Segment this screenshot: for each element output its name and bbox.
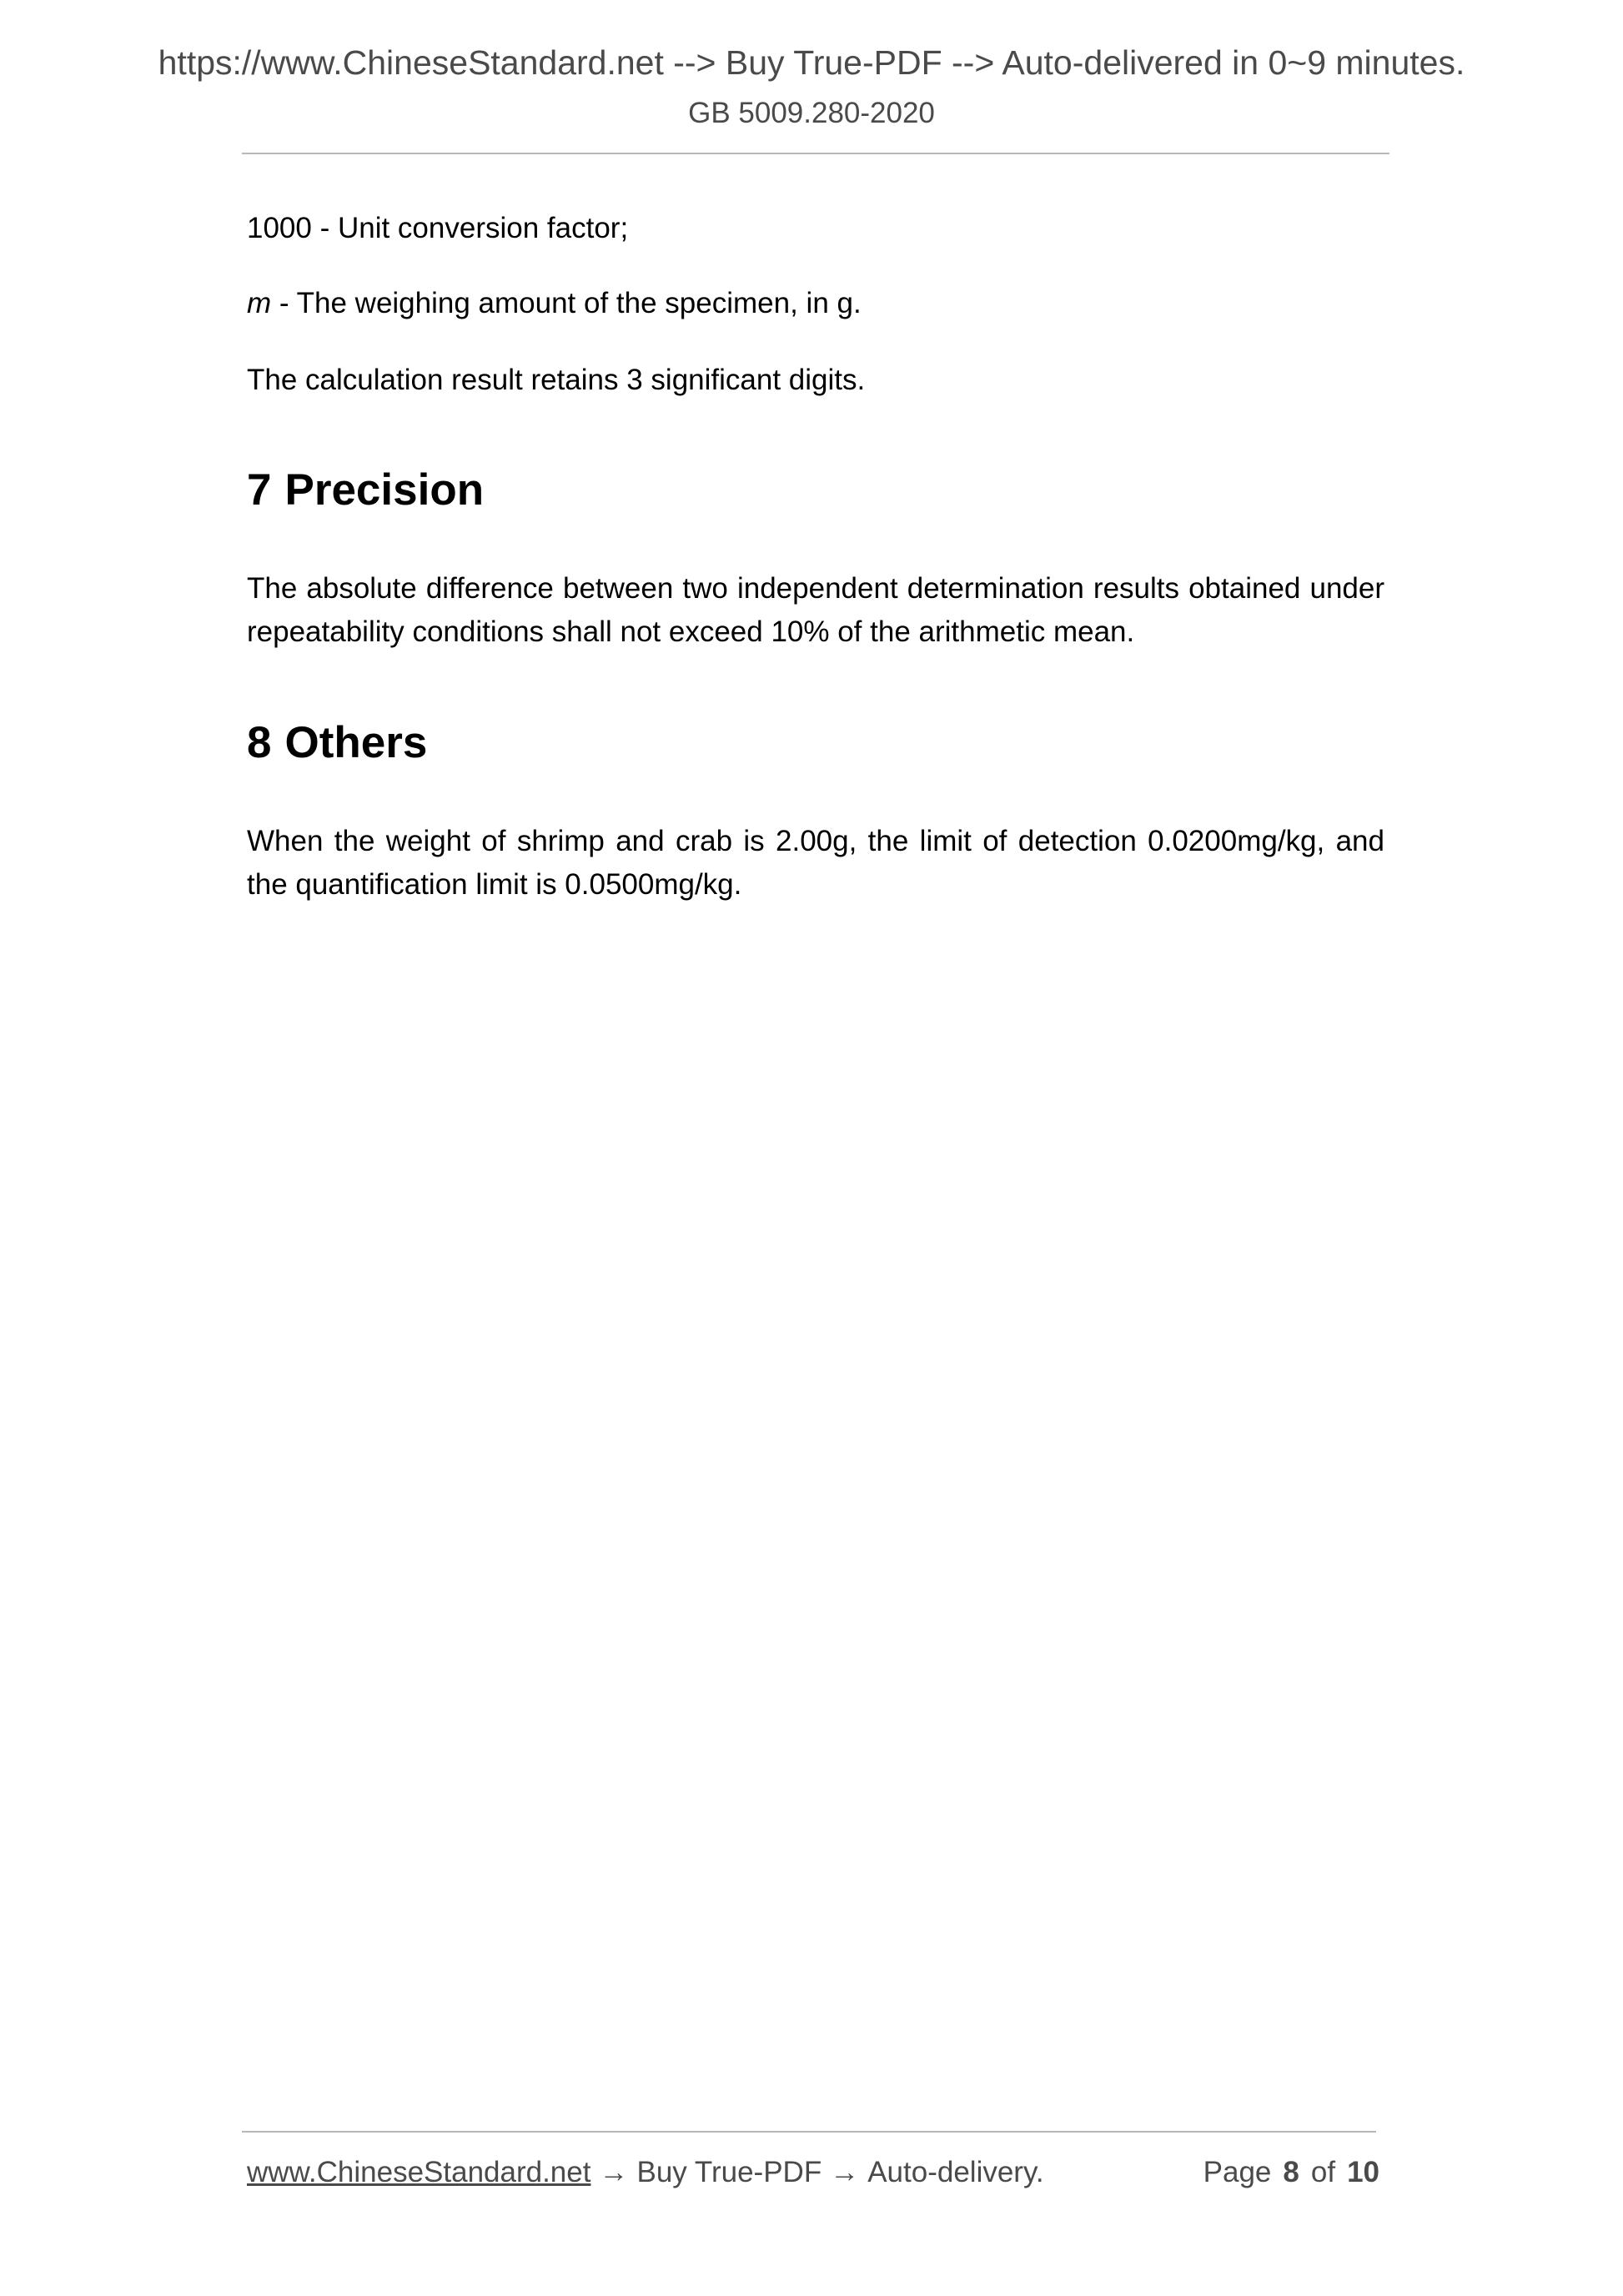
section-text-precision: The absolute difference between two independent determination results obtained under repeatability conditions shall not exceed 10% of the arithmetic mean. — [247, 572, 1384, 648]
delivery-text: Auto-delivery. — [867, 2156, 1044, 2188]
variable-symbol-m: m — [247, 287, 272, 319]
section-number: 8 — [247, 718, 272, 767]
section-number: 7 — [247, 465, 272, 515]
buy-text: Buy True-PDF — [636, 2156, 822, 2188]
variable-definition-m — [247, 282, 1384, 325]
variable-definition-1000: 1000 - Unit conversion factor; — [247, 212, 629, 244]
section-title: Others — [284, 718, 428, 767]
of-label: of — [1310, 2156, 1336, 2188]
section-text-others: When the weight of shrimp and crab is 2.00g, the limit of detection 0.0200mg/kg, and the quantification limit is 0.0500mg/kg. — [247, 825, 1384, 901]
standard-number: GB 5009.280-2020 — [688, 97, 935, 129]
header-promo-line: https://www.ChineseStandard.net --> Buy True-PDF --> Auto-delivered in 0~9 minutes. — [158, 43, 1465, 82]
section-heading-others — [247, 714, 1384, 772]
header-divider — [242, 153, 1389, 154]
page-indicator — [1203, 2152, 1379, 2193]
site-link[interactable]: www.ChineseStandard.net — [247, 2156, 591, 2188]
section-heading-precision — [247, 461, 1384, 520]
page-current: 8 — [1283, 2156, 1299, 2188]
page-label: Page — [1203, 2156, 1272, 2188]
calculation-result-note: The calculation result retains 3 significant digits. — [247, 364, 866, 396]
footer-promo — [247, 2152, 1044, 2193]
page-total: 10 — [1347, 2156, 1379, 2188]
section-title: Precision — [284, 465, 485, 515]
arrow-right-icon: → — [830, 2156, 860, 2188]
arrow-right-icon: → — [599, 2156, 629, 2188]
variable-description-m: - The weighing amount of the specimen, in g. — [271, 287, 862, 319]
footer-divider — [242, 2131, 1376, 2133]
